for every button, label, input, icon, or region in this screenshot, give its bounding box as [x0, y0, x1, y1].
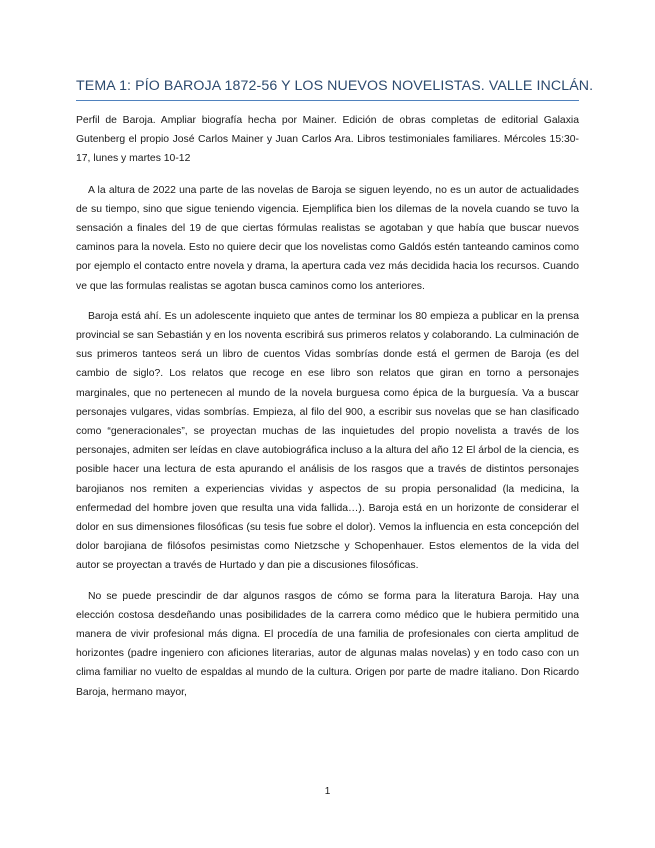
paragraph: No se puede prescindir de dar algunos rasgos de cómo se forma para la literatura Baroja. Hay una elección costosa desdeñando unas posibilidades de la carrera como médico que le hubiera permitido una manera de vivir profesional más digna. El procedía de una familia de profesionales con cierta amplitud de horizontes (padre ingeniero con aficiones literarias, autor de algunas malas novelas) y en todo caso con un clima familiar no vuelto de espaldas al mundo de la cultura. Origen por parte de madre italiano. Don Ricardo Baroja, hermano mayor, [76, 590, 579, 698]
paragraph-intro: Perfil de Baroja. Ampliar biografía hecha por Mainer. Edición de obras completas de editorial Galaxia Gutenberg el propio José Carlos Mainer y Juan Carlos Ara. Libros testimoniales familiares. Mércoles 15:30-17, lunes y martes 10-12 [76, 115, 579, 165]
paragraph: Baroja está ahí. Es un adolescente inquieto que antes de terminar los 80 empieza a publicar en la prensa provincial se san Sebastián y en los noventa escribirá sus primeros relatos y colaborando. La culminación de sus primeros tanteos será un libro de cuentos Vidas sombrías donde está el germen de Baroja (es del cambio de siglo?. Los relatos que recoge en ese libro son relatos que giran en torno a personajes marginales, que no pertenecen al mundo de la novela burguesa como épica de la burguesía. Va a buscar personajes vulgares, vidas sombrías. Empieza, al filo del 900, a escribir sus novelas que se han clasificado como “generacionales”, se proyectan muchas de las inquietudes del propio novelista a través de los personajes, admiten ser leídas en clave autobiográfica incluso a la altura del año 12 El árbol de la ciencia, es posible hacer una lectura de esta apurando el análisis de los rasgos que a través de distintos personajes barojianos nos remiten a experiencias vividas y aspectos de su propia personalidad (la medicina, la enfermedad del hombre joven que resulta una vida fallida…). Baroja está en un horizonte de considerar el dolor en sus dimensiones filosóficas (su tesis fue sobre el dolor). Vemos la influencia en esta concepción del dolor barojiana de filósofos pesimistas como Nietzsche y Schopenhauer. Estos elementos de la vida del autor se proyectan a través de Hurtado y dan pie a discusiones filosóficas. [76, 310, 579, 572]
document-body [76, 111, 579, 713]
page-number: 1 [324, 786, 331, 797]
paragraph: A la altura de 2022 una parte de las novelas de Baroja se siguen leyendo, no es un autor de actualidades de su tiempo, sino que sigue teniendo vigencia. Ejemplifica bien los dilemas de la novela cuando se tuvo la sensación a finales del 19 de que ciertas fórmulas realistas se agotaban y que había que buscar nuevos caminos para la novela. Esto no quiere decir que los novelistas como Galdós estén tanteando caminos como por ejemplo el contacto entre novela y drama, la apertura cada vez más decidida hacia los recursos. Cuando ve que las formulas realistas se agotan busca caminos como los anteriores. [76, 184, 579, 292]
page-title: TEMA 1: PÍO BAROJA 1872-56 Y LOS NUEVOS NOVELISTAS. VALLE INCLÁN. [76, 78, 594, 94]
title-divider [76, 100, 579, 101]
